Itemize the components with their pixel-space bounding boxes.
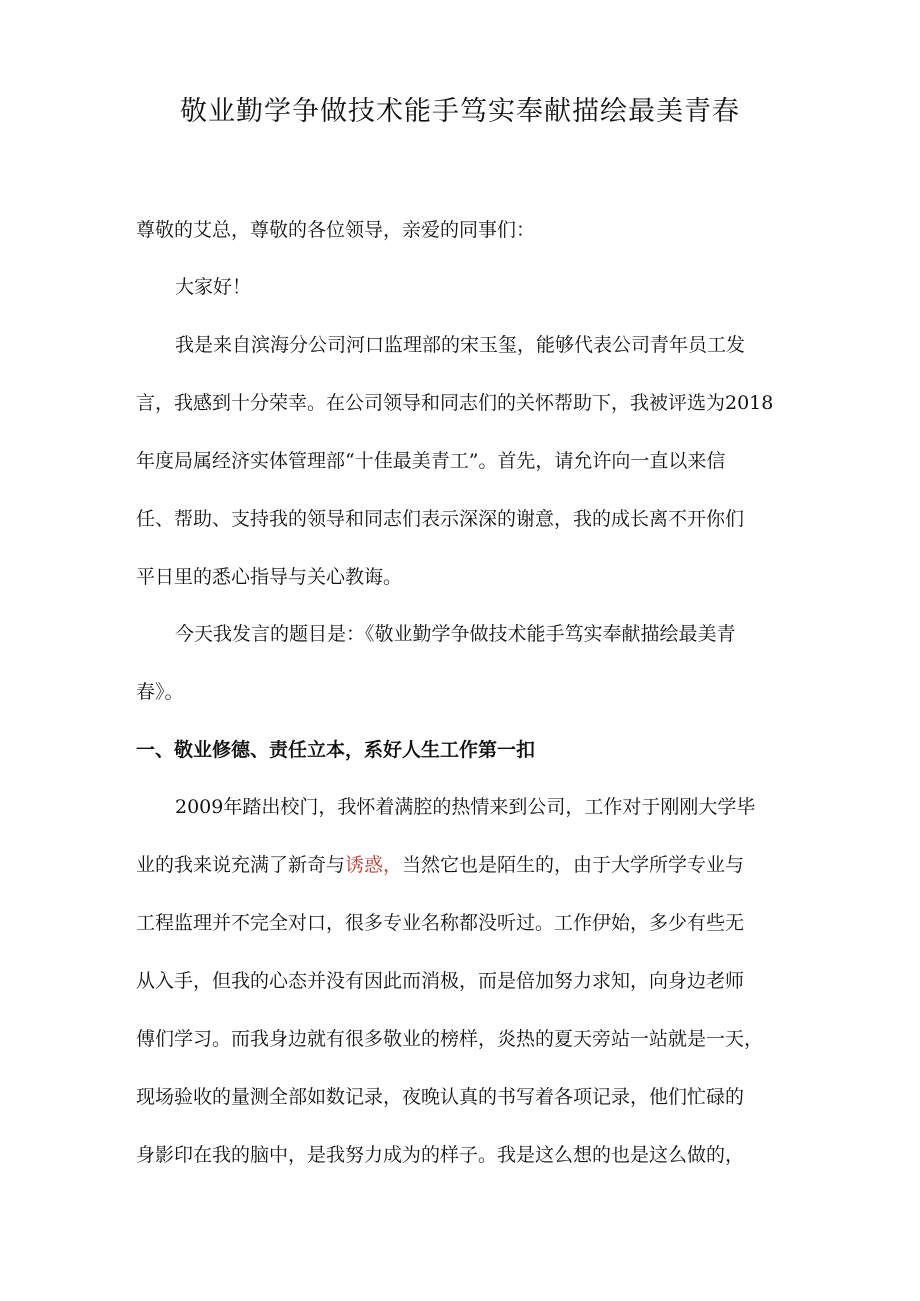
topic-line-1: 今天我发言的题目是：《敬业勤学争做技术能手笃实奉献描绘最美青: [175, 623, 736, 645]
highlighted-word: 诱惑，: [345, 854, 403, 876]
section-line-1: 2009年踏出校门，我怀着满腔的热情来到公司，工作对于刚刚大学毕: [175, 796, 756, 818]
topic-line-2: 春》。: [136, 681, 184, 703]
intro-line-2: 言，我感到十分荣幸。在公司领导和同志们的关怀帮助下，我被评选为2018: [136, 392, 774, 414]
section-line-4: 从入手，但我的心态并没有因此而消极，而是倍加努力求知，向身边老师: [136, 970, 745, 992]
section-heading: 一、敬业修德、责任立本，系好人生工作第一扣: [136, 739, 536, 761]
intro-line-4: 任、帮助、支持我的领导和同志们表示深深的谢意，我的成长离不开你们: [136, 508, 745, 530]
section-line-2-after: 当然它也是陌生的，由于大学所学专业与: [402, 854, 745, 876]
greeting: 大家好！: [175, 276, 252, 298]
salutation: 尊敬的艾总，尊敬的各位领导，亲爱的同事们：: [136, 219, 536, 241]
section-line-7: 身影印在我的脑中，是我努力成为的样子。我是这么想的也是这么做的，: [136, 1144, 745, 1166]
section-line-2: [136, 848, 796, 882]
section-line-3: 工程监理并不完全对口，很多专业名称都没听过。工作伊始，多少有些无: [136, 912, 745, 934]
section-line-5: 傅们学习。而我身边就有很多敬业的榜样，炎热的夏天旁站一站就是一天，: [136, 1028, 764, 1050]
intro-line-3: 年度局属经济实体管理部“十佳最美青工”。首先，请允许向一直以来信: [136, 450, 726, 472]
section-line-6: 现场验收的量测全部如数记录，夜晚认真的书写着各项记录，他们忙碌的: [136, 1086, 745, 1108]
document-title: 敬业勤学争做技术能手笃实奉献描绘最美青春: [180, 96, 740, 127]
section-line-2-before: 业的我来说充满了新奇与: [136, 854, 346, 876]
intro-line-5: 平日里的悉心指导与关心教诲。: [136, 566, 403, 588]
intro-line-1: 我是来自滨海分公司河口监理部的宋玉玺，能够代表公司青年员工发: [175, 334, 746, 356]
